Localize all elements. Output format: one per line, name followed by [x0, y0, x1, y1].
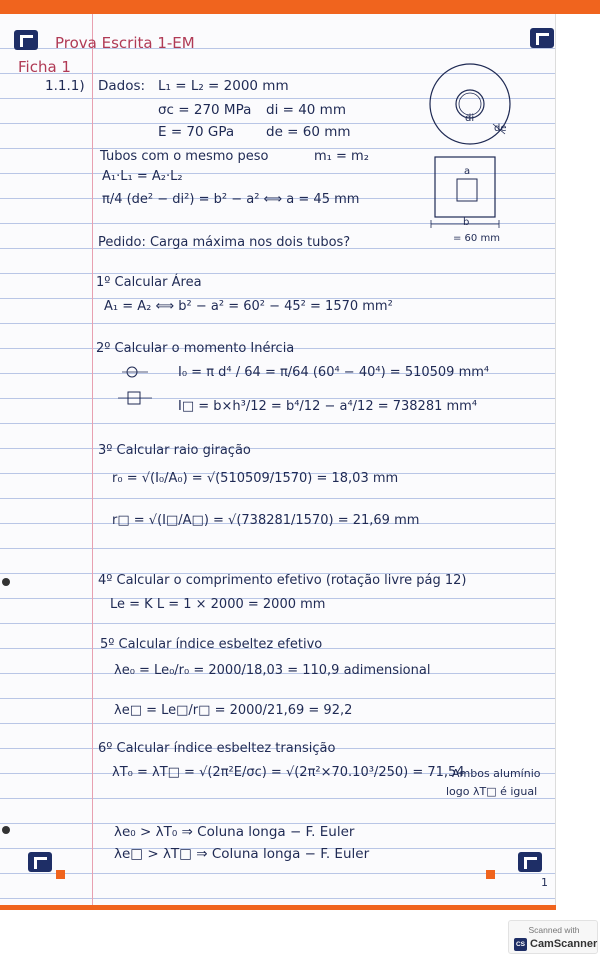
- dado-modulus: E = 70 GPa: [158, 124, 235, 140]
- area-relation: π/4 (de² − di²) = b² − a² ⟺ a = 45 mm: [102, 192, 360, 207]
- orange-marker-icon: [486, 870, 495, 879]
- step-6-note-2: logo λT□ é igual: [446, 785, 538, 798]
- scanner-name: CamScanner: [530, 938, 598, 950]
- conclusion-2: λe□ > λT□ ⇒ Coluna longa − F. Euler: [114, 846, 370, 862]
- mass-equation: m₁ = m₂: [314, 149, 369, 164]
- dado-outer-diameter: de = 60 mm: [266, 124, 351, 140]
- conclusion-1: λe₀ > λT₀ ⇒ Coluna longa − F. Euler: [114, 824, 355, 840]
- label-di: di: [465, 113, 475, 124]
- step-4-line-1: Le = K L = 1 × 2000 = 2000 mm: [110, 597, 326, 612]
- step-6-line-1: λT₀ = λT□ = √(2π²E/σc) = √(2π²×70.10³/250) = 71,54: [112, 765, 465, 780]
- label-b: b: [463, 217, 470, 228]
- section-sketches: [112, 362, 172, 422]
- notebook-logo-icon: [28, 852, 52, 872]
- notebook-logo-icon: [14, 30, 38, 50]
- orange-marker-icon: [56, 870, 65, 879]
- top-orange-band: [0, 0, 600, 14]
- label-a: a: [464, 166, 471, 177]
- label-b-value: = 60 mm: [453, 233, 500, 244]
- scanner-watermark: [508, 920, 598, 954]
- step-1-line-1: A₁ = A₂ ⟺ b² − a² = 60² − 45² = 1570 mm²: [104, 299, 393, 314]
- step-2-line-1: I₀ = π d⁴ / 64 = π/64 (60⁴ − 40⁴) = 510509 mm⁴: [178, 365, 490, 380]
- step-5-line-1: λe₀ = Le₀/r₀ = 2000/18,03 = 110,9 adimensional: [114, 663, 431, 678]
- statement-text: Tubos com o mesmo peso: [100, 149, 269, 164]
- step-1-title: 1º Calcular Área: [96, 275, 202, 290]
- cross-section-figure: [425, 62, 550, 252]
- dado-stress: σc = 270 MPa: [158, 102, 252, 118]
- inner-square-icon: [457, 179, 477, 201]
- section-title: Ficha 1: [18, 58, 71, 76]
- step-5-line-2: λe□ = Le□/r□ = 2000/21,69 = 92,2: [114, 703, 353, 718]
- notebook-logo-icon: [530, 28, 554, 48]
- step-3-line-2: r□ = √(I□/A□) = √(738281/1570) = 21,69 mm: [112, 513, 420, 528]
- notebook-logo-icon: [518, 852, 542, 872]
- step-6-title: 6º Calcular índice esbeltez transição: [98, 741, 336, 756]
- page-number: 1: [541, 876, 548, 889]
- label-de: de: [494, 123, 507, 134]
- dados-label: Dados:: [98, 78, 146, 94]
- binder-hole-icon: [2, 826, 10, 834]
- problem-number: 1.1.1): [45, 78, 85, 94]
- step-4-title: 4º Calcular o comprimento efetivo (rotação livre pág 12): [98, 573, 467, 588]
- scanner-caption: Scanned with: [528, 925, 580, 935]
- binder-hole-icon: [2, 578, 10, 586]
- pedido-text: Pedido: Carga máxima nos dois tubos?: [98, 235, 351, 250]
- dado-inner-diameter: di = 40 mm: [266, 102, 346, 118]
- step-3-line-1: r₀ = √(I₀/A₀) = √(510509/1570) = 18,03 mm: [112, 471, 399, 486]
- camscanner-logo-icon: CS: [514, 938, 527, 951]
- page-title: Prova Escrita 1-EM: [55, 34, 195, 52]
- dado-length: L₁ = L₂ = 2000 mm: [158, 78, 289, 94]
- step-2-title: 2º Calcular o momento Inércia: [96, 341, 295, 356]
- area-equation: A₁·L₁ = A₂·L₂: [102, 169, 183, 184]
- bottom-orange-band: [0, 905, 556, 910]
- step-2-line-2: I□ = b×h³/12 = b⁴/12 − a⁴/12 = 738281 mm⁴: [178, 399, 478, 414]
- step-3-title: 3º Calcular raio giração: [98, 443, 251, 458]
- step-6-note-1: Ambos alumínio: [452, 767, 541, 780]
- step-5-title: 5º Calcular índice esbeltez efetivo: [100, 637, 323, 652]
